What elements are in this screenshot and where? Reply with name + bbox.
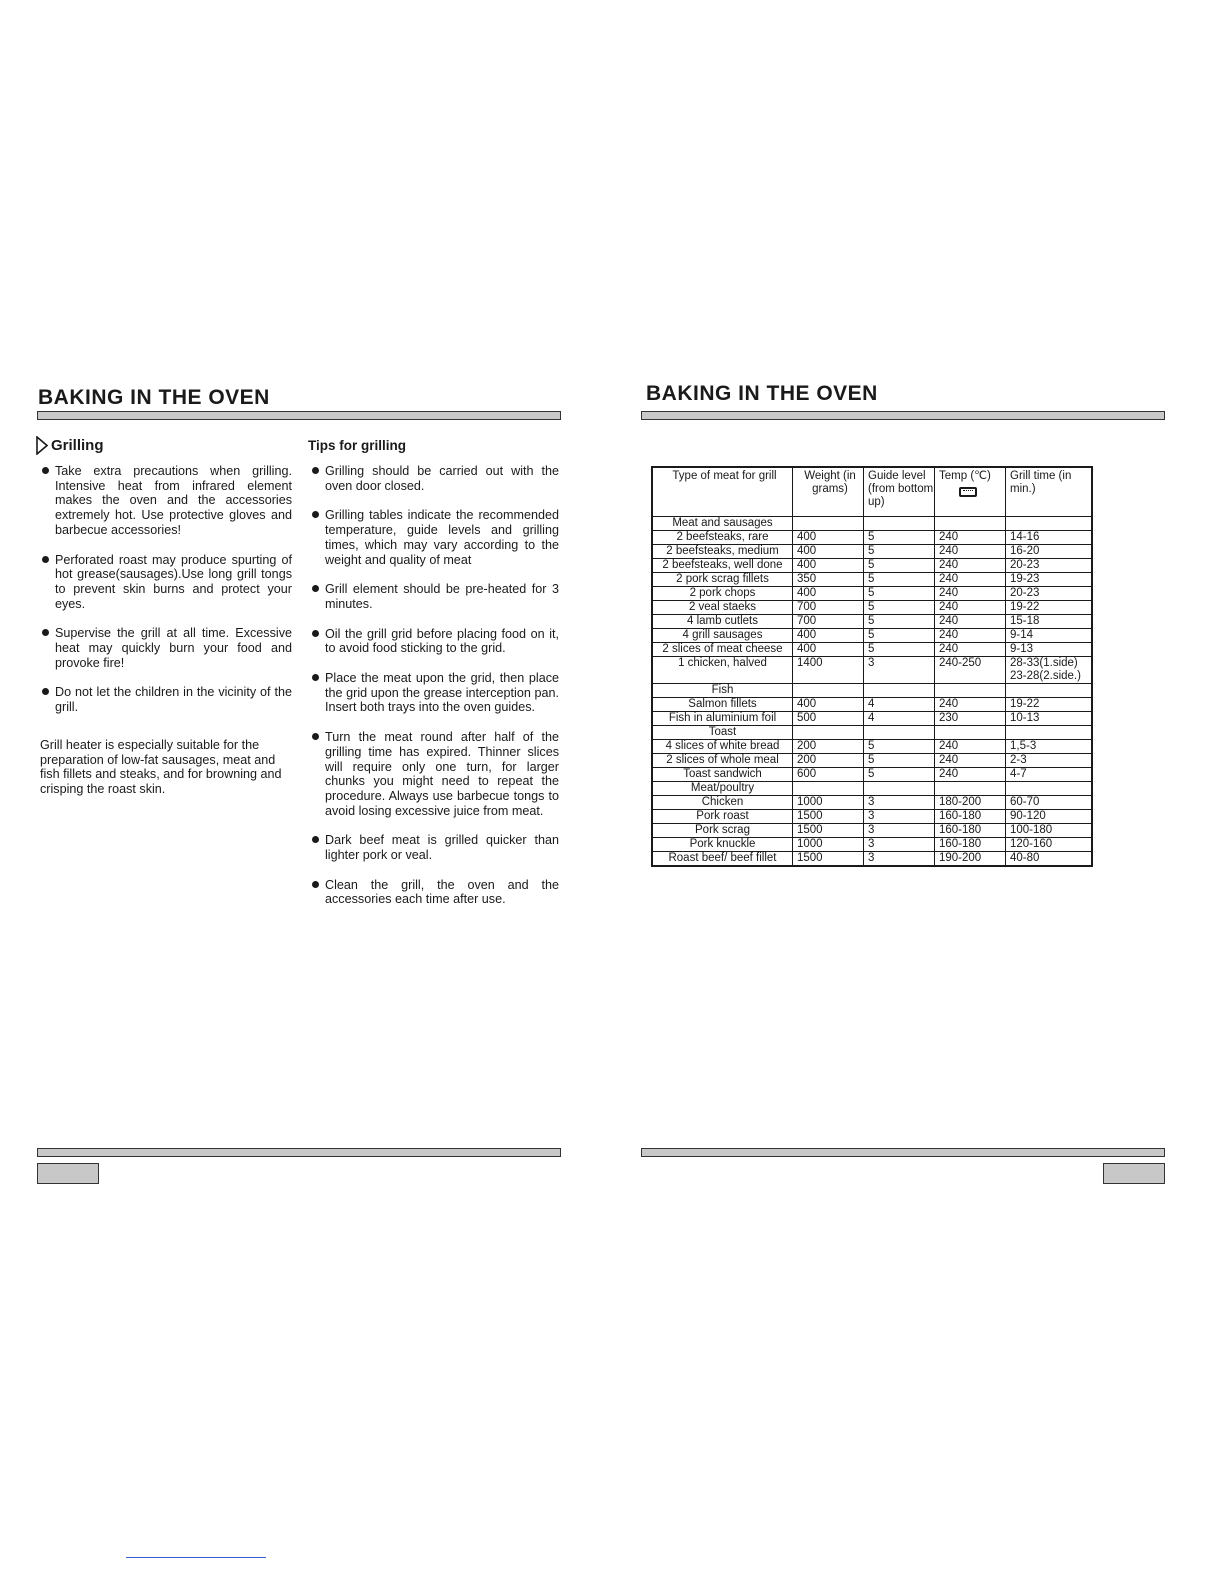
cell-name: Meat/poultry xyxy=(652,782,793,796)
cell-weight: 1000 xyxy=(793,796,864,810)
cell-name: Pork knuckle xyxy=(652,838,793,852)
cell-guide: 5 xyxy=(864,587,935,601)
cell-weight: 700 xyxy=(793,615,864,629)
table-row xyxy=(652,810,1092,824)
table-row xyxy=(652,629,1092,643)
list-item: Perforated roast may produce spurting of hot grease(sausages).Use long grill tongs to prevent skin burns and protect your eyes. xyxy=(40,553,292,612)
cell-temp: 240 xyxy=(935,698,1006,712)
cell-weight: 500 xyxy=(793,712,864,726)
page-number-box xyxy=(1103,1163,1165,1184)
footer-link-line xyxy=(126,1557,266,1558)
table-row xyxy=(652,768,1092,782)
cell-guide: 5 xyxy=(864,615,935,629)
cell-weight: 400 xyxy=(793,545,864,559)
cell-temp: 240 xyxy=(935,768,1006,782)
cell-time: 2-3 xyxy=(1006,754,1093,768)
cell-temp: 240-250 xyxy=(935,657,1006,684)
cell-weight: 400 xyxy=(793,643,864,657)
cell-temp: 180-200 xyxy=(935,796,1006,810)
cell-guide: 4 xyxy=(864,698,935,712)
list-item: Dark beef meat is grilled quicker than lighter pork or veal. xyxy=(310,833,559,862)
cell-guide: 4 xyxy=(864,712,935,726)
cell-guide xyxy=(864,517,935,531)
table-row xyxy=(652,601,1092,615)
table-row xyxy=(652,587,1092,601)
triangle-marker-icon xyxy=(36,436,48,455)
cell-time: 90-120 xyxy=(1006,810,1093,824)
cell-guide: 3 xyxy=(864,852,935,867)
cell-name: 2 beefsteaks, well done xyxy=(652,559,793,573)
cell-name: 2 pork chops xyxy=(652,587,793,601)
table-row xyxy=(652,573,1092,587)
cell-time xyxy=(1006,726,1093,740)
list-item: Oil the grill grid before placing food on it, to avoid food sticking to the grid. xyxy=(310,627,559,656)
cell-name: Pork scrag xyxy=(652,824,793,838)
cell-weight: 400 xyxy=(793,559,864,573)
table-row xyxy=(652,615,1092,629)
cell-name: 4 slices of white bread xyxy=(652,740,793,754)
cell-guide xyxy=(864,726,935,740)
list-item: Supervise the grill at all time. Excessive heat may quickly burn your food and provoke fire! xyxy=(40,626,292,670)
cell-time: 20-23 xyxy=(1006,587,1093,601)
cell-time: 16-20 xyxy=(1006,545,1093,559)
cell-time xyxy=(1006,782,1093,796)
cell-weight: 600 xyxy=(793,768,864,782)
grill-table xyxy=(651,466,1093,867)
cell-temp: 240 xyxy=(935,545,1006,559)
cell-guide: 5 xyxy=(864,629,935,643)
list-item: Do not let the children in the vicinity of the grill. xyxy=(40,685,292,714)
list-item: Clean the grill, the oven and the accessories each time after use. xyxy=(310,878,559,907)
table-row xyxy=(652,740,1092,754)
cell-name: 2 beefsteaks, medium xyxy=(652,545,793,559)
list-item: Grill element should be pre-heated for 3 minutes. xyxy=(310,582,559,611)
cell-temp: 240 xyxy=(935,559,1006,573)
cell-guide xyxy=(864,684,935,698)
cell-time: 10-13 xyxy=(1006,712,1093,726)
table-row xyxy=(652,545,1092,559)
cell-time: 19-22 xyxy=(1006,698,1093,712)
cell-name: 2 pork scrag fillets xyxy=(652,573,793,587)
cell-temp: 160-180 xyxy=(935,838,1006,852)
table-row xyxy=(652,824,1092,838)
cell-name: 2 beefsteaks, rare xyxy=(652,531,793,545)
cell-name: 2 slices of whole meal xyxy=(652,754,793,768)
cell-guide: 5 xyxy=(864,768,935,782)
table-row xyxy=(652,657,1092,684)
cell-weight xyxy=(793,782,864,796)
table-row xyxy=(652,684,1092,698)
cell-temp: 240 xyxy=(935,587,1006,601)
header-guide: Guide level (from bottom up) xyxy=(864,467,935,517)
cell-weight: 400 xyxy=(793,587,864,601)
cell-time: 60-70 xyxy=(1006,796,1093,810)
footer-rule xyxy=(641,1148,1165,1157)
cell-name: 4 lamb cutlets xyxy=(652,615,793,629)
page-title: BAKING IN THE OVEN xyxy=(38,386,270,409)
cell-temp: 190-200 xyxy=(935,852,1006,867)
cell-time xyxy=(1006,684,1093,698)
table-row xyxy=(652,782,1092,796)
header-type: Type of meat for grill xyxy=(652,467,793,517)
cell-temp xyxy=(935,782,1006,796)
tips-column xyxy=(310,464,559,907)
header-temp: Temp (℃) xyxy=(935,467,1006,517)
cell-time: 9-13 xyxy=(1006,643,1093,657)
cell-name: Pork roast xyxy=(652,810,793,824)
cell-weight: 200 xyxy=(793,754,864,768)
cell-name: Toast xyxy=(652,726,793,740)
header-weight: Weight (in grams) xyxy=(793,467,864,517)
cell-weight xyxy=(793,517,864,531)
cell-temp: 240 xyxy=(935,754,1006,768)
cell-name: Salmon fillets xyxy=(652,698,793,712)
cell-time: 28-33(1.side) 23-28(2.side.) xyxy=(1006,657,1093,684)
list-item: Grilling should be carried out with the oven door closed. xyxy=(310,464,559,493)
cell-guide: 3 xyxy=(864,824,935,838)
cell-temp: 240 xyxy=(935,601,1006,615)
cell-temp xyxy=(935,726,1006,740)
oven-grill-icon xyxy=(959,487,977,497)
cell-weight: 700 xyxy=(793,601,864,615)
cell-temp xyxy=(935,517,1006,531)
cell-time xyxy=(1006,517,1093,531)
cell-name: 2 veal staeks xyxy=(652,601,793,615)
cell-temp: 240 xyxy=(935,629,1006,643)
title-rule xyxy=(37,411,561,420)
cell-guide: 5 xyxy=(864,531,935,545)
table-body xyxy=(652,517,1092,867)
cell-name: Toast sandwich xyxy=(652,768,793,782)
cell-name: Meat and sausages xyxy=(652,517,793,531)
cell-weight xyxy=(793,726,864,740)
cell-guide: 5 xyxy=(864,545,935,559)
table-row xyxy=(652,531,1092,545)
cell-temp: 160-180 xyxy=(935,824,1006,838)
cell-weight: 200 xyxy=(793,740,864,754)
table-row xyxy=(652,796,1092,810)
cell-time: 19-23 xyxy=(1006,573,1093,587)
cell-time: 100-180 xyxy=(1006,824,1093,838)
table-row xyxy=(652,712,1092,726)
cell-weight: 1000 xyxy=(793,838,864,852)
table-row xyxy=(652,517,1092,531)
table-row xyxy=(652,838,1092,852)
cell-name: Chicken xyxy=(652,796,793,810)
cell-temp: 240 xyxy=(935,531,1006,545)
cell-time: 40-80 xyxy=(1006,852,1093,867)
table-header-row xyxy=(652,467,1092,517)
cell-temp: 160-180 xyxy=(935,810,1006,824)
header-time: Grill time (in min.) xyxy=(1006,467,1093,517)
cell-temp xyxy=(935,684,1006,698)
cell-weight: 1500 xyxy=(793,810,864,824)
cell-guide: 5 xyxy=(864,601,935,615)
cell-guide: 3 xyxy=(864,838,935,852)
cell-name: 4 grill sausages xyxy=(652,629,793,643)
cell-weight: 350 xyxy=(793,573,864,587)
cell-weight: 400 xyxy=(793,698,864,712)
grill-heater-paragraph: Grill heater is especially suitable for the preparation of low-fat sausages, meat and fish fillets and steaks, and for browning and crisping the roast skin. xyxy=(40,737,282,796)
cell-guide: 5 xyxy=(864,643,935,657)
page-title: BAKING IN THE OVEN xyxy=(646,382,878,405)
cell-temp: 240 xyxy=(935,615,1006,629)
cell-name: 1 chicken, halved xyxy=(652,657,793,684)
cell-name: Fish xyxy=(652,684,793,698)
list-item: Place the meat upon the grid, then place the grid upon the grease interception pan. Insert both trays into the oven guides. xyxy=(310,671,559,715)
cell-weight: 1500 xyxy=(793,824,864,838)
cell-weight: 1500 xyxy=(793,852,864,867)
footer-rule xyxy=(37,1148,561,1157)
cell-time: 20-23 xyxy=(1006,559,1093,573)
cell-temp: 230 xyxy=(935,712,1006,726)
cell-guide: 5 xyxy=(864,559,935,573)
table-row xyxy=(652,852,1092,867)
title-rule xyxy=(641,411,1165,420)
cell-time: 9-14 xyxy=(1006,629,1093,643)
cell-guide: 3 xyxy=(864,796,935,810)
cell-weight: 400 xyxy=(793,531,864,545)
cell-time: 14-16 xyxy=(1006,531,1093,545)
section-heading xyxy=(36,436,104,455)
list-item: Grilling tables indicate the recommended temperature, guide levels and grilling times, which may vary according to the weight and quality of meat xyxy=(310,508,559,567)
cell-time: 1,5-3 xyxy=(1006,740,1093,754)
cell-time: 4-7 xyxy=(1006,768,1093,782)
cell-weight: 400 xyxy=(793,629,864,643)
cell-temp: 240 xyxy=(935,740,1006,754)
cell-guide: 3 xyxy=(864,810,935,824)
cell-time: 19-22 xyxy=(1006,601,1093,615)
table-row xyxy=(652,559,1092,573)
cell-name: Roast beef/ beef fillet xyxy=(652,852,793,867)
grilling-column xyxy=(40,464,292,797)
cell-weight xyxy=(793,684,864,698)
table-row xyxy=(652,754,1092,768)
cell-time: 15-18 xyxy=(1006,615,1093,629)
cell-name: Fish in aluminium foil xyxy=(652,712,793,726)
page-number-box xyxy=(37,1163,99,1184)
table-row xyxy=(652,698,1092,712)
list-item: Take extra precautions when grilling. Intensive heat from infrared element makes the oven and the accessories extremely hot. Use protective gloves and barbecue accessories! xyxy=(40,464,292,538)
cell-temp: 240 xyxy=(935,643,1006,657)
cell-guide xyxy=(864,782,935,796)
tips-heading: Tips for grilling xyxy=(308,438,407,453)
cell-temp: 240 xyxy=(935,573,1006,587)
section-heading-label: Grilling xyxy=(51,437,104,454)
list-item: Turn the meat round after half of the grilling time has expired. Thinner slices will require only one turn, for larger chunks you might need to repeat the procedure. Always use barbecue tongs to avoid losing excessive juice from meat. xyxy=(310,730,559,818)
cell-guide: 5 xyxy=(864,740,935,754)
cell-guide: 3 xyxy=(864,657,935,684)
cell-guide: 5 xyxy=(864,573,935,587)
cell-weight: 1400 xyxy=(793,657,864,684)
cell-guide: 5 xyxy=(864,754,935,768)
cell-name: 2 slices of meat cheese xyxy=(652,643,793,657)
table-row xyxy=(652,643,1092,657)
table-row xyxy=(652,726,1092,740)
cell-time: 120-160 xyxy=(1006,838,1093,852)
